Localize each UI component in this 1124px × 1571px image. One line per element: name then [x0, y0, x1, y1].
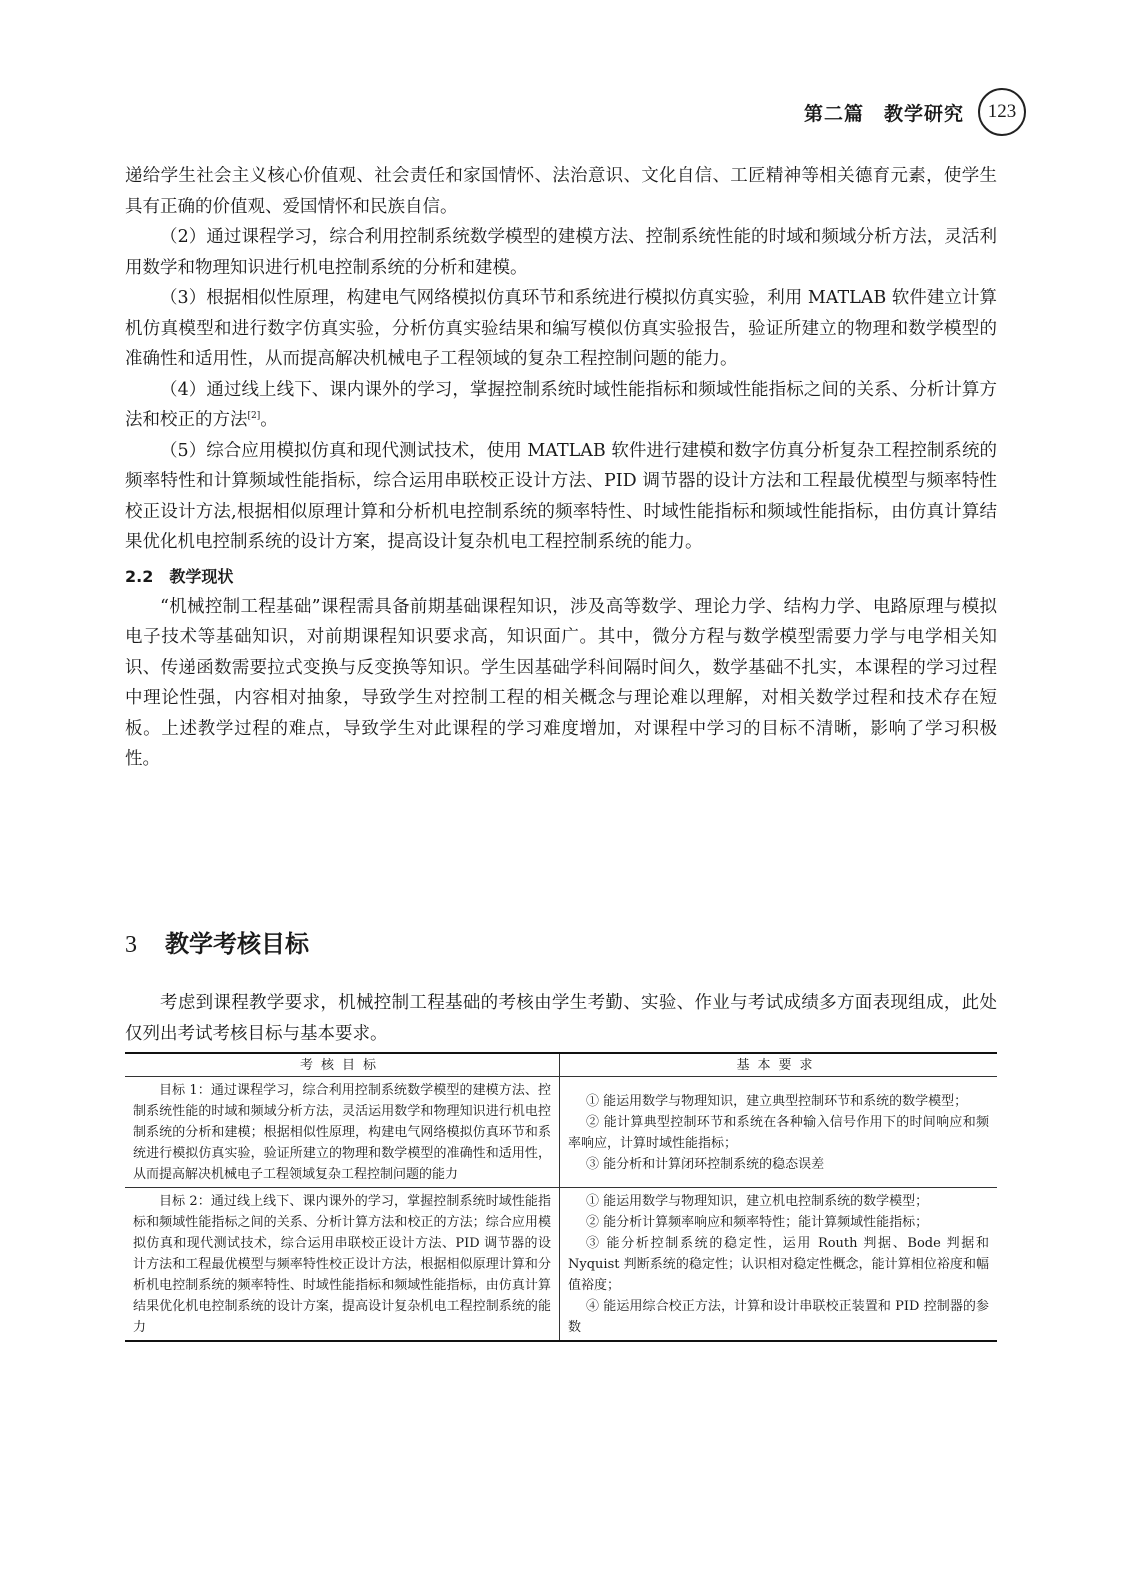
- goal-cell: [125, 1077, 560, 1188]
- requirement-item: ③ 能分析控制系统的稳定性，运用 Routh 判据、Bode 判据和 Nyquist 判断系统的稳定性；认识相对稳定性概念，能计算相位裕度和幅值裕度；: [568, 1236, 989, 1293]
- table-row: [125, 1188, 997, 1342]
- requirement-item: ④ 能运用综合校正方法，计算和设计串联校正装置和 PID 控制器的参数: [568, 1299, 989, 1335]
- subsection-title: 教学现状: [169, 566, 234, 586]
- requirement-item: ① 能运用数学与物理知识，建立机电控制系统的数学模型；: [586, 1194, 929, 1209]
- paragraph: [125, 375, 997, 436]
- body-text: [125, 161, 997, 775]
- section-intro: [125, 988, 997, 1049]
- requirement-item: ② 能分析计算频率响应和频率特性；能计算频域性能指标；: [586, 1215, 929, 1230]
- goal-text: 目标 1：通过课程学习，综合利用控制系统数学模型的建模方法、控制系统性能的时域和频域分析方法，灵活运用数学和物理知识进行机电控制系统的分析和建模；根据相似性原理，构建电气网络模拟仿真环节和系统进行模拟仿真实验，验证所建立的物理和数学模型的准确性和适用性，从而提高解决机械电子工程领域复杂工程控制问题的能力: [133, 1083, 551, 1182]
- running-head: [804, 88, 1026, 136]
- requirement-item: ① 能运用数学与物理知识，建立典型控制环节和系统的数学模型；: [586, 1093, 968, 1109]
- requirements-cell: [560, 1077, 998, 1188]
- subsection-number: 2.2: [125, 566, 154, 586]
- goal-text: 目标 2：通过线上线下、课内课外的学习，掌握控制系统时域性能指标和频域性能指标之间的关系、分析计算方法和校正的方法；综合应用模拟仿真和现代测试技术，综合运用串联校正设计方法、PID 调节器的设计方法和工程最优模型与频率特性校正设计方法，根据相似原理计算和分析机电控制系统的频率特性、时域性能指标和频域性能指标，由仿真计算结果优化机电控制系统的设计方案，提高设计复杂机电工程控制系统的能力: [133, 1194, 551, 1335]
- paragraph: （2）通过课程学习，综合利用控制系统数学模型的建模方法、控制系统性能的时域和频域分析方法，灵活利用数学和物理知识进行机电控制系统的分析和建模。: [125, 227, 997, 278]
- section-heading: [125, 924, 309, 959]
- header-goal: 考核目标: [125, 1053, 560, 1077]
- table-row: [125, 1077, 997, 1188]
- paragraph: 递给学生社会主义核心价值观、社会责任和家国情怀、法治意识、文化自信、工匠精神等相关德育元素，使学生具有正确的价值观、爱国情怀和民族自信。: [125, 166, 997, 217]
- section-number: 3: [125, 932, 137, 958]
- page-number: 123: [978, 88, 1026, 136]
- subsection-heading: [125, 564, 997, 590]
- table-header-row: [125, 1053, 997, 1077]
- section-title: 教学考核目标: [165, 930, 309, 958]
- paragraph-text: （4）通过线上线下、课内课外的学习，掌握控制系统时域性能指标和频域性能指标之间的关系、分析计算方法和校正的方法: [125, 379, 997, 430]
- assessment-table: [125, 1052, 997, 1342]
- header-requirements: 基本要求: [560, 1053, 998, 1077]
- requirements-cell: [560, 1188, 998, 1342]
- requirement-item: ③ 能分析和计算闭环控制系统的稳态误差: [586, 1156, 825, 1172]
- goal-cell: [125, 1188, 560, 1342]
- paragraph: （5）综合应用模拟仿真和现代测试技术，使用 MATLAB 软件进行建模和数字仿真分析复杂工程控制系统的频率特性和计算频域性能指标，综合运用串联校正设计方法、PID 调节器的设计方法和工程最优模型与频率特性校正设计方法,根据相似原理计算和分析机电控制系统的频率特性、时域性能指标和频域性能指标，由仿真计算结果优化机电控制系统的设计方案，提高设计复杂机电工程控制系统的能力。: [125, 440, 997, 552]
- running-title: 第二篇 教学研究: [803, 102, 964, 125]
- paragraph: 考虑到课程教学要求，机械控制工程基础的考核由学生考勤、实验、作业与考试成绩多方面表现组成，此处仅列出考试考核目标与基本要求。: [125, 993, 997, 1044]
- paragraph-end: 。: [260, 410, 278, 430]
- requirement-item: ② 能计算典型控制环节和系统在各种输入信号作用下的时间响应和频率响应，计算时域性能指标；: [568, 1114, 989, 1151]
- paragraph: （3）根据相似性原理，构建电气网络模拟仿真环节和系统进行模拟仿真实验，利用 MATLAB 软件建立计算机仿真模型和进行数字仿真实验，分析仿真实验结果和编写模似仿真实验报告，验证所建立的物理和数学模型的准确性和适用性，从而提高解决机械电子工程领域的复杂工程控制问题的能力。: [125, 288, 997, 369]
- paragraph: “机械控制工程基础”课程需具备前期基础课程知识，涉及高等数学、理论力学、结构力学、电路原理与模拟电子技术等基础知识，对前期课程知识要求高，知识面广。其中，微分方程与数学模型需要力学与电学相关知识、传递函数需要拉式变换与反变换等知识。学生因基础学科间隔时间久，数学基础不扎实，本课程的学习过程中理论性强，内容相对抽象，导致学生对控制工程的相关概念与理论难以理解，对相关数学过程和技术存在短板。上述教学过程的难点，导致学生对此课程的学习难度增加，对课程中学习的目标不清晰，影响了学习积极性。: [125, 596, 997, 769]
- citation-ref: [2]: [247, 411, 261, 422]
